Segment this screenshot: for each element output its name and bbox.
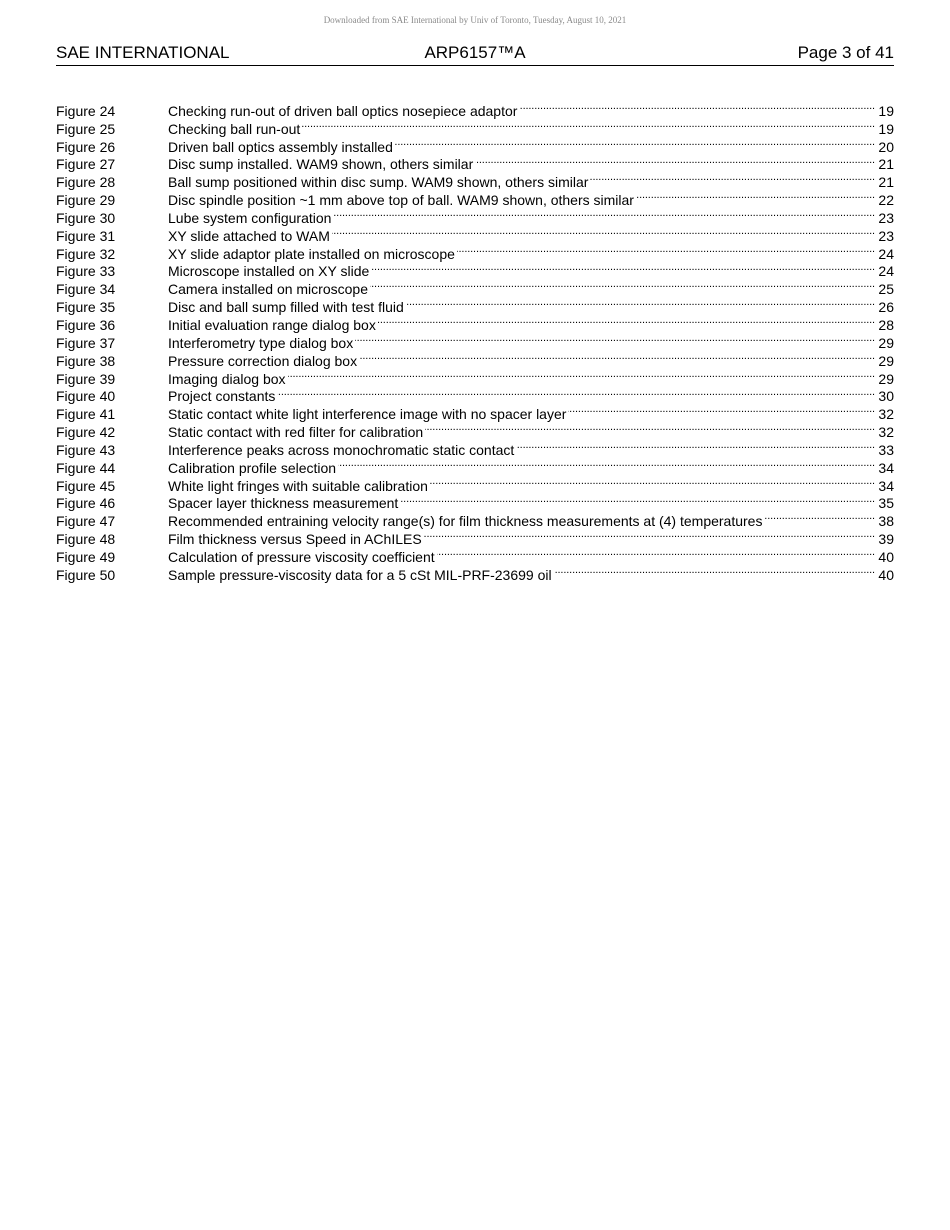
dot-leader <box>590 169 876 187</box>
figure-page-number: 29 <box>878 370 894 387</box>
figure-label: Figure 33 <box>56 263 116 280</box>
figure-label: Figure 32 <box>56 245 116 262</box>
figure-page-number: 28 <box>878 316 894 333</box>
figure-title: Initial evaluation range dialog box <box>168 316 376 333</box>
figure-entry[interactable] <box>56 223 894 244</box>
dot-leader <box>338 455 876 473</box>
figure-title: Camera installed on microscope <box>168 281 368 298</box>
figure-page-number: 20 <box>878 138 894 155</box>
dot-leader <box>355 330 876 348</box>
figure-title: Calibration profile selection <box>168 459 337 476</box>
figure-title: Recommended entraining velocity range(s) for film thickness measurements at (4) temperatures <box>168 513 763 530</box>
figure-title: XY slide adaptor plate installed on microscope <box>168 245 455 262</box>
figure-title: Static contact white light interference image with no spacer layer <box>168 406 567 423</box>
figure-page-number: 32 <box>878 406 894 423</box>
dot-leader <box>764 508 876 526</box>
figure-entry[interactable] <box>56 330 894 351</box>
figure-title: Sample pressure-viscosity data for a 5 cSt MIL-PRF-23699 oil <box>168 566 552 583</box>
dot-leader <box>400 491 876 509</box>
figure-title: Ball sump positioned within disc sump. WAM9 shown, others similar <box>168 174 589 191</box>
dot-leader <box>425 419 876 437</box>
figure-label: Figure 40 <box>56 388 116 405</box>
figure-label: Figure 28 <box>56 174 116 191</box>
figure-entry[interactable] <box>56 152 894 173</box>
figure-entry[interactable] <box>56 562 894 583</box>
dot-leader <box>554 562 877 580</box>
figure-label: Figure 41 <box>56 406 116 423</box>
figure-page-number: 34 <box>878 459 894 476</box>
figure-entry[interactable] <box>56 455 894 476</box>
figure-label: Figure 49 <box>56 548 116 565</box>
organization-name: SAE INTERNATIONAL <box>56 43 230 62</box>
figure-entry[interactable] <box>56 473 894 494</box>
figure-page-number: 35 <box>878 495 894 512</box>
figure-page-number: 34 <box>878 477 894 494</box>
figure-title: Disc sump installed. WAM9 shown, others similar <box>168 156 474 173</box>
figure-entry[interactable] <box>56 169 894 191</box>
document-id: ARP6157™A <box>424 43 526 62</box>
figure-title: Lube system configuration <box>168 209 332 226</box>
figure-page-number: 39 <box>878 531 894 548</box>
figure-label: Figure 47 <box>56 513 116 530</box>
figure-title: Checking run-out of driven ball optics nosepiece adaptor <box>168 102 518 119</box>
figure-page-number: 25 <box>878 281 894 298</box>
figure-entry[interactable] <box>56 544 894 565</box>
figure-page-number: 23 <box>878 209 894 226</box>
figure-label: Figure 24 <box>56 102 116 119</box>
figure-title: Spacer layer thickness measurement <box>168 495 399 512</box>
figure-title: Calculation of pressure viscosity coefficient <box>168 548 435 565</box>
dot-leader <box>636 187 876 205</box>
figure-title: Static contact with red filter for calibration <box>168 424 424 441</box>
figure-entry[interactable] <box>56 508 894 530</box>
figure-page-number: 32 <box>878 424 894 441</box>
figure-page-number: 29 <box>878 352 894 369</box>
figure-entry[interactable] <box>56 241 894 262</box>
figure-page-number: 23 <box>878 227 894 244</box>
dot-leader <box>457 241 877 259</box>
figure-page-number: 29 <box>878 334 894 351</box>
figure-label: Figure 35 <box>56 299 116 316</box>
figure-label: Figure 27 <box>56 156 116 173</box>
figure-page-number: 40 <box>878 566 894 583</box>
figure-entry[interactable] <box>56 205 894 226</box>
figure-label: Figure 45 <box>56 477 116 494</box>
dot-leader <box>406 294 877 312</box>
figure-page-number: 30 <box>878 388 894 405</box>
dot-leader <box>378 312 877 330</box>
figure-label: Figure 37 <box>56 334 116 351</box>
figure-label: Figure 48 <box>56 531 116 548</box>
figure-title: Driven ball optics assembly installed <box>168 138 393 155</box>
dot-leader <box>332 223 877 241</box>
figure-label: Figure 42 <box>56 424 116 441</box>
figure-title: White light fringes with suitable calibration <box>168 477 428 494</box>
figure-page-number: 21 <box>878 174 894 191</box>
figure-entry[interactable] <box>56 401 894 423</box>
figure-label: Figure 25 <box>56 120 116 137</box>
figure-title: Pressure correction dialog box <box>168 352 358 369</box>
figure-label: Figure 26 <box>56 138 116 155</box>
figure-entry[interactable] <box>56 526 894 548</box>
dot-leader <box>333 205 876 223</box>
figure-entry[interactable] <box>56 491 894 512</box>
figure-page-number: 26 <box>878 299 894 316</box>
figure-title: Disc and ball sump filled with test fluid <box>168 299 404 316</box>
figure-title: Project constants <box>168 388 276 405</box>
figure-label: Figure 31 <box>56 227 116 244</box>
figure-page-number: 38 <box>878 513 894 530</box>
figure-label: Figure 44 <box>56 459 116 476</box>
figure-label: Figure 30 <box>56 209 116 226</box>
figure-title: Interference peaks across monochromatic static contact <box>168 441 515 458</box>
figure-label: Figure 50 <box>56 566 116 583</box>
figure-page-number: 24 <box>878 245 894 262</box>
figure-entry[interactable] <box>56 384 894 405</box>
dot-leader <box>359 348 876 366</box>
figure-page-number: 21 <box>878 156 894 173</box>
figure-title: Interferometry type dialog box <box>168 334 354 351</box>
figure-page-number: 33 <box>878 441 894 458</box>
figure-entry[interactable] <box>56 366 894 387</box>
figure-entry[interactable] <box>56 312 894 333</box>
figure-label: Figure 38 <box>56 352 116 369</box>
dot-leader <box>302 116 876 134</box>
figure-label: Figure 43 <box>56 441 116 458</box>
figure-title-leader <box>168 562 876 585</box>
dot-leader <box>370 276 876 294</box>
figure-title: Imaging dialog box <box>168 370 286 387</box>
dot-leader <box>437 544 877 562</box>
dot-leader <box>371 259 876 277</box>
dot-leader <box>568 401 876 419</box>
dot-leader <box>475 152 876 170</box>
figure-entry[interactable] <box>56 276 894 298</box>
figure-title: Checking ball run-out <box>168 120 301 137</box>
figure-label: Figure 36 <box>56 316 116 333</box>
figure-entry[interactable] <box>56 419 894 441</box>
figure-label: Figure 39 <box>56 370 116 387</box>
figure-entry[interactable] <box>56 437 894 458</box>
figure-page-number: 22 <box>878 192 894 209</box>
figure-page-number: 40 <box>878 548 894 565</box>
page-header <box>56 43 894 66</box>
dot-leader <box>430 473 877 491</box>
dot-leader <box>516 437 876 455</box>
dot-leader <box>288 366 877 384</box>
figure-label: Figure 34 <box>56 281 116 298</box>
figure-entry[interactable] <box>56 134 894 155</box>
dot-leader <box>519 98 876 116</box>
dot-leader <box>424 526 877 544</box>
figure-page-number: 19 <box>878 102 894 119</box>
figure-title: XY slide attached to WAM <box>168 227 330 244</box>
figure-title: Disc spindle position ~1 mm above top of ball. WAM9 shown, others similar <box>168 192 634 209</box>
figure-page-number: 24 <box>878 263 894 280</box>
figure-entry[interactable] <box>56 187 894 209</box>
figure-title: Film thickness versus Speed in AChILES <box>168 531 422 548</box>
figure-label: Figure 29 <box>56 192 116 209</box>
page-indicator: Page 3 of 41 <box>797 43 894 62</box>
figure-entry[interactable] <box>56 259 894 280</box>
figure-entry[interactable] <box>56 98 894 119</box>
download-watermark-note: Downloaded from SAE International by Univ of Toronto, Tuesday, August 10, 2021 <box>323 15 627 25</box>
figure-title: Microscope installed on XY slide <box>168 263 370 280</box>
figure-entry[interactable] <box>56 294 894 316</box>
dot-leader <box>395 134 877 152</box>
dot-leader <box>277 384 876 402</box>
figure-entry[interactable] <box>56 116 894 137</box>
figure-entry[interactable] <box>56 348 894 369</box>
figure-label: Figure 46 <box>56 495 116 512</box>
figure-page-number: 19 <box>878 120 894 137</box>
list-of-figures <box>56 98 894 583</box>
